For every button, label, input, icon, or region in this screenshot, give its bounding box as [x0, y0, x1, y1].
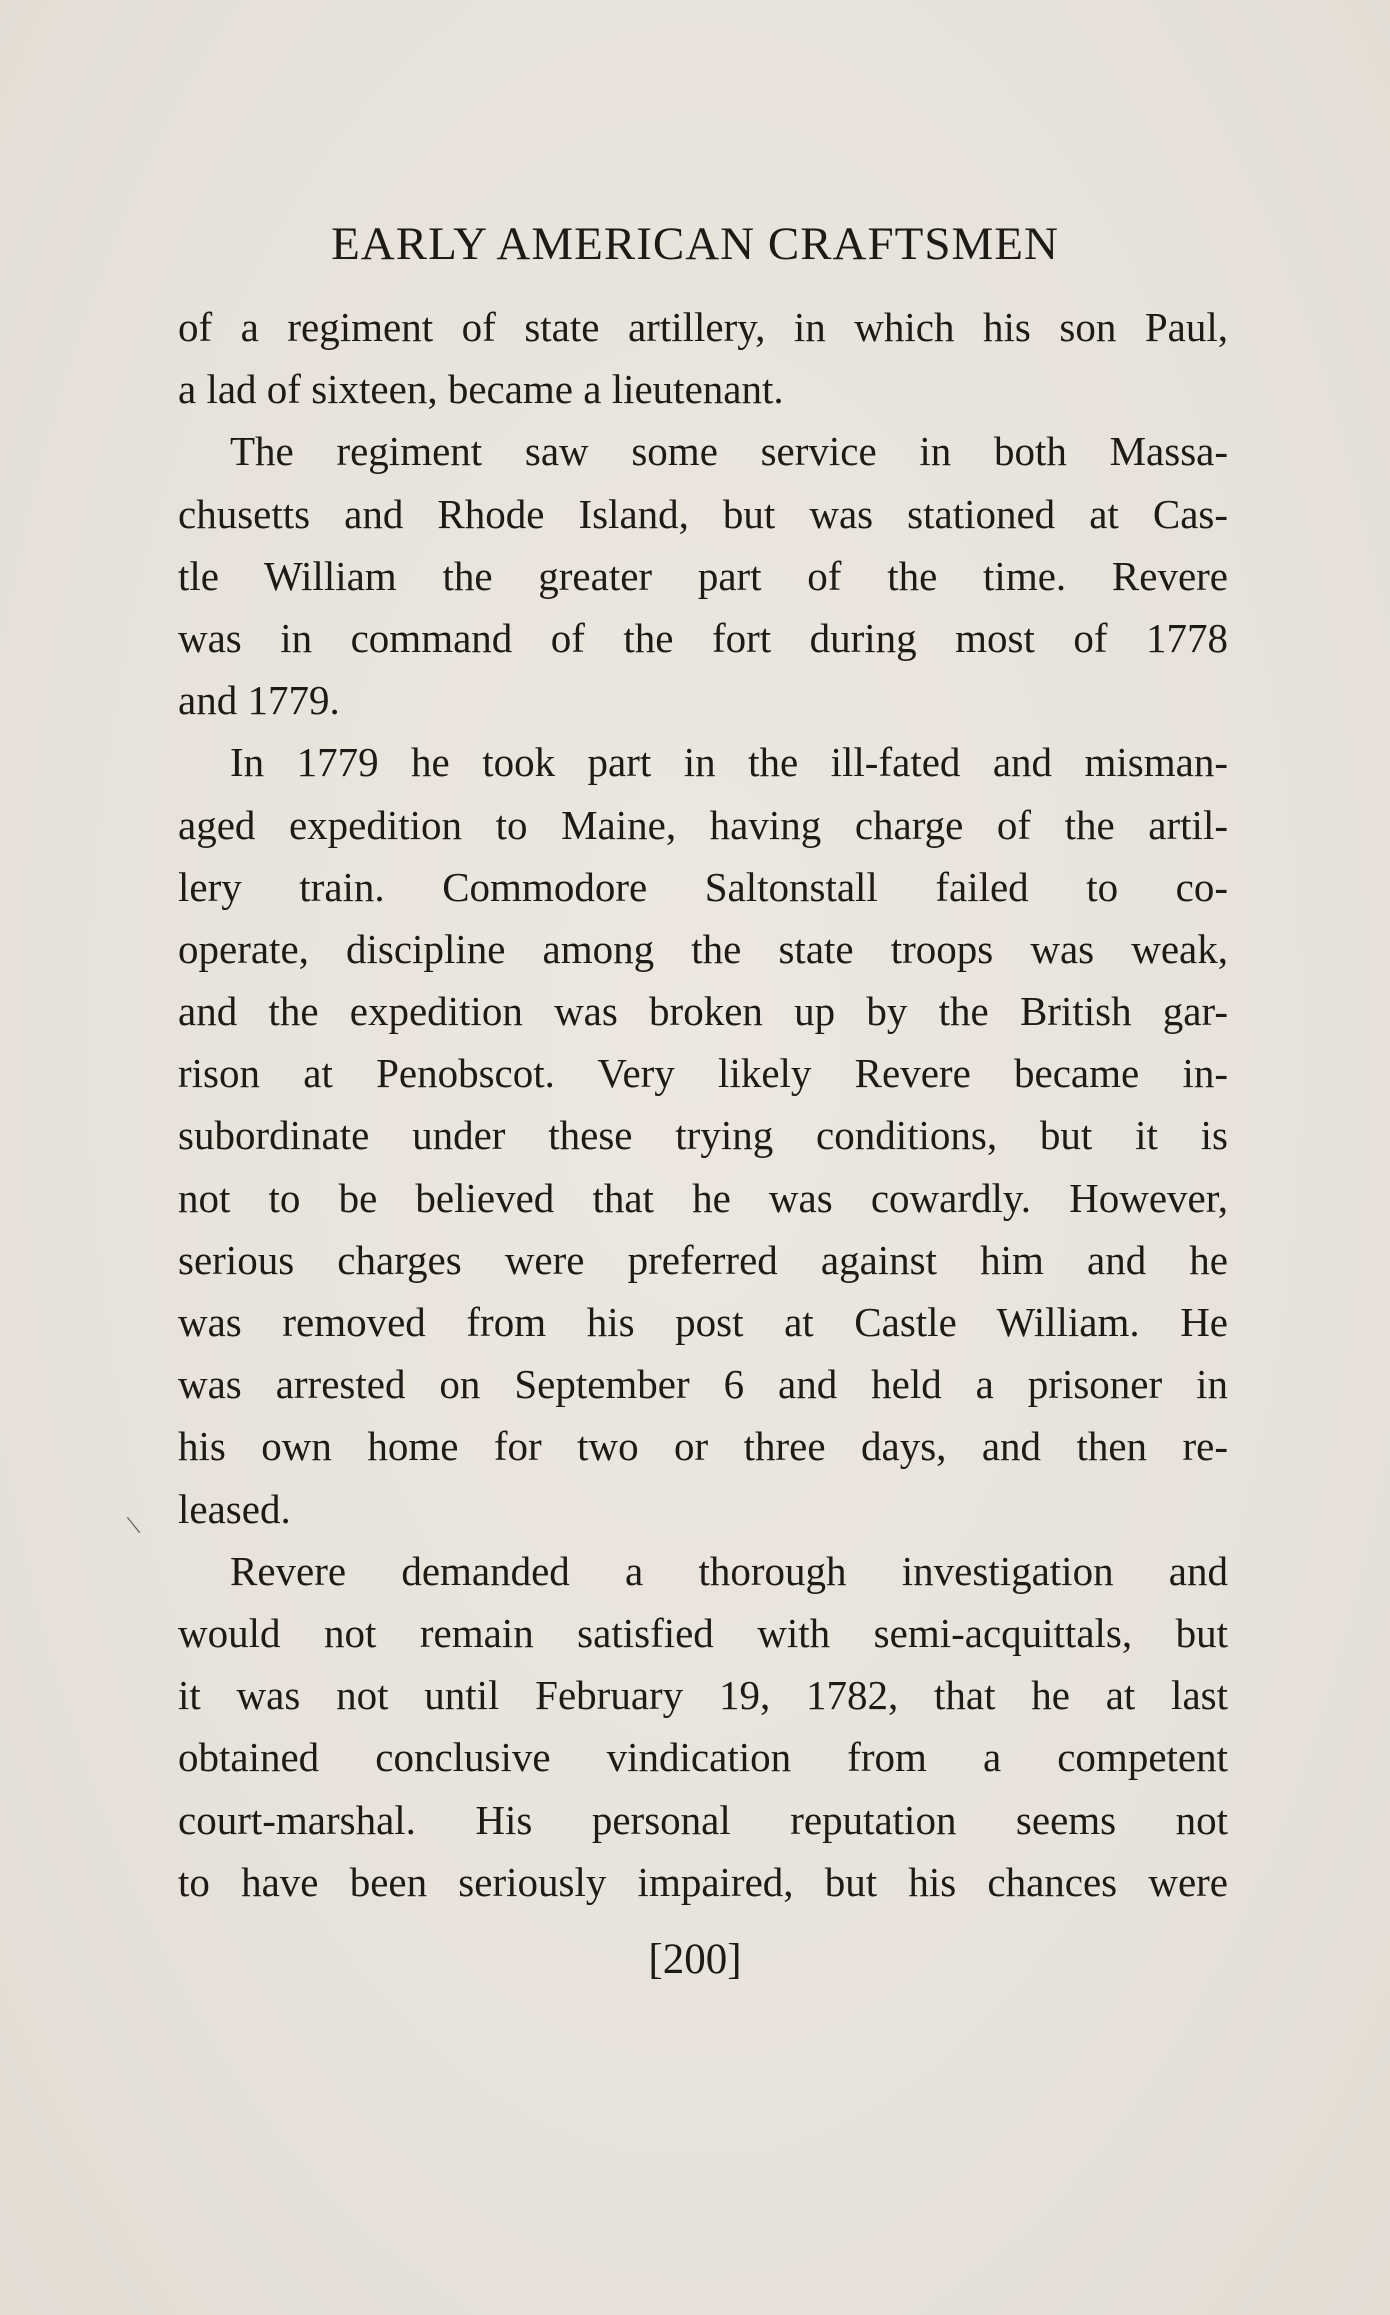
text-line: serious charges were preferred against him and he — [178, 1236, 1228, 1283]
text-line: was in command of the fort during most of 1778 — [178, 614, 1228, 661]
text-line: In 1779 he took part in the ill-fated and misman- — [230, 739, 1228, 786]
body-text — [178, 296, 1228, 1913]
text-line: a lad of sixteen, became a lieutenant. — [178, 366, 784, 413]
text-line: tle William the greater part of the time. Revere — [178, 552, 1228, 599]
text-line: operate, discipline among the state troops was weak, — [178, 925, 1228, 972]
text-line: leased. — [178, 1485, 291, 1532]
text-line: subordinate under these trying conditions, but it is — [178, 1112, 1228, 1159]
text-line: not to be believed that he was cowardly. However, — [178, 1174, 1228, 1221]
text-line: The regiment saw some service in both Massa- — [230, 428, 1228, 475]
text-line: to have been seriously impaired, but his chances were — [178, 1858, 1228, 1905]
text-line: of a regiment of state artillery, in which his son Paul, — [178, 304, 1228, 350]
margin-mark: \ — [124, 1509, 143, 1542]
text-line: Revere demanded a thorough investigation and — [230, 1547, 1228, 1594]
text-line: chusetts and Rhode Island, but was stationed at Cas- — [178, 490, 1228, 537]
text-line: and 1779. — [178, 677, 340, 724]
text-line: it was not until February 19, 1782, that he at last — [178, 1672, 1228, 1719]
text-line: was removed from his post at Castle William. He — [178, 1299, 1228, 1345]
text-line: lery train. Commodore Saltonstall failed to co- — [178, 863, 1228, 910]
text-line: would not remain satisfied with semi-acquittals, but — [178, 1609, 1228, 1656]
page-number: [200] — [648, 1936, 742, 1983]
text-line: his own home for two or three days, and then re- — [178, 1423, 1228, 1470]
text-line: aged expedition to Maine, having charge of the artil- — [178, 801, 1228, 848]
text-line: rison at Penobscot. Very likely Revere became in- — [178, 1050, 1228, 1097]
text-line: was arrested on September 6 and held a prisoner in — [178, 1361, 1228, 1408]
text-line: and the expedition was broken up by the British gar- — [178, 988, 1228, 1035]
text-line: obtained conclusive vindication from a competent — [178, 1734, 1228, 1781]
running-head: EARLY AMERICAN CRAFTSMEN — [331, 218, 1059, 270]
text-line: court-marshal. His personal reputation seems not — [178, 1796, 1228, 1843]
